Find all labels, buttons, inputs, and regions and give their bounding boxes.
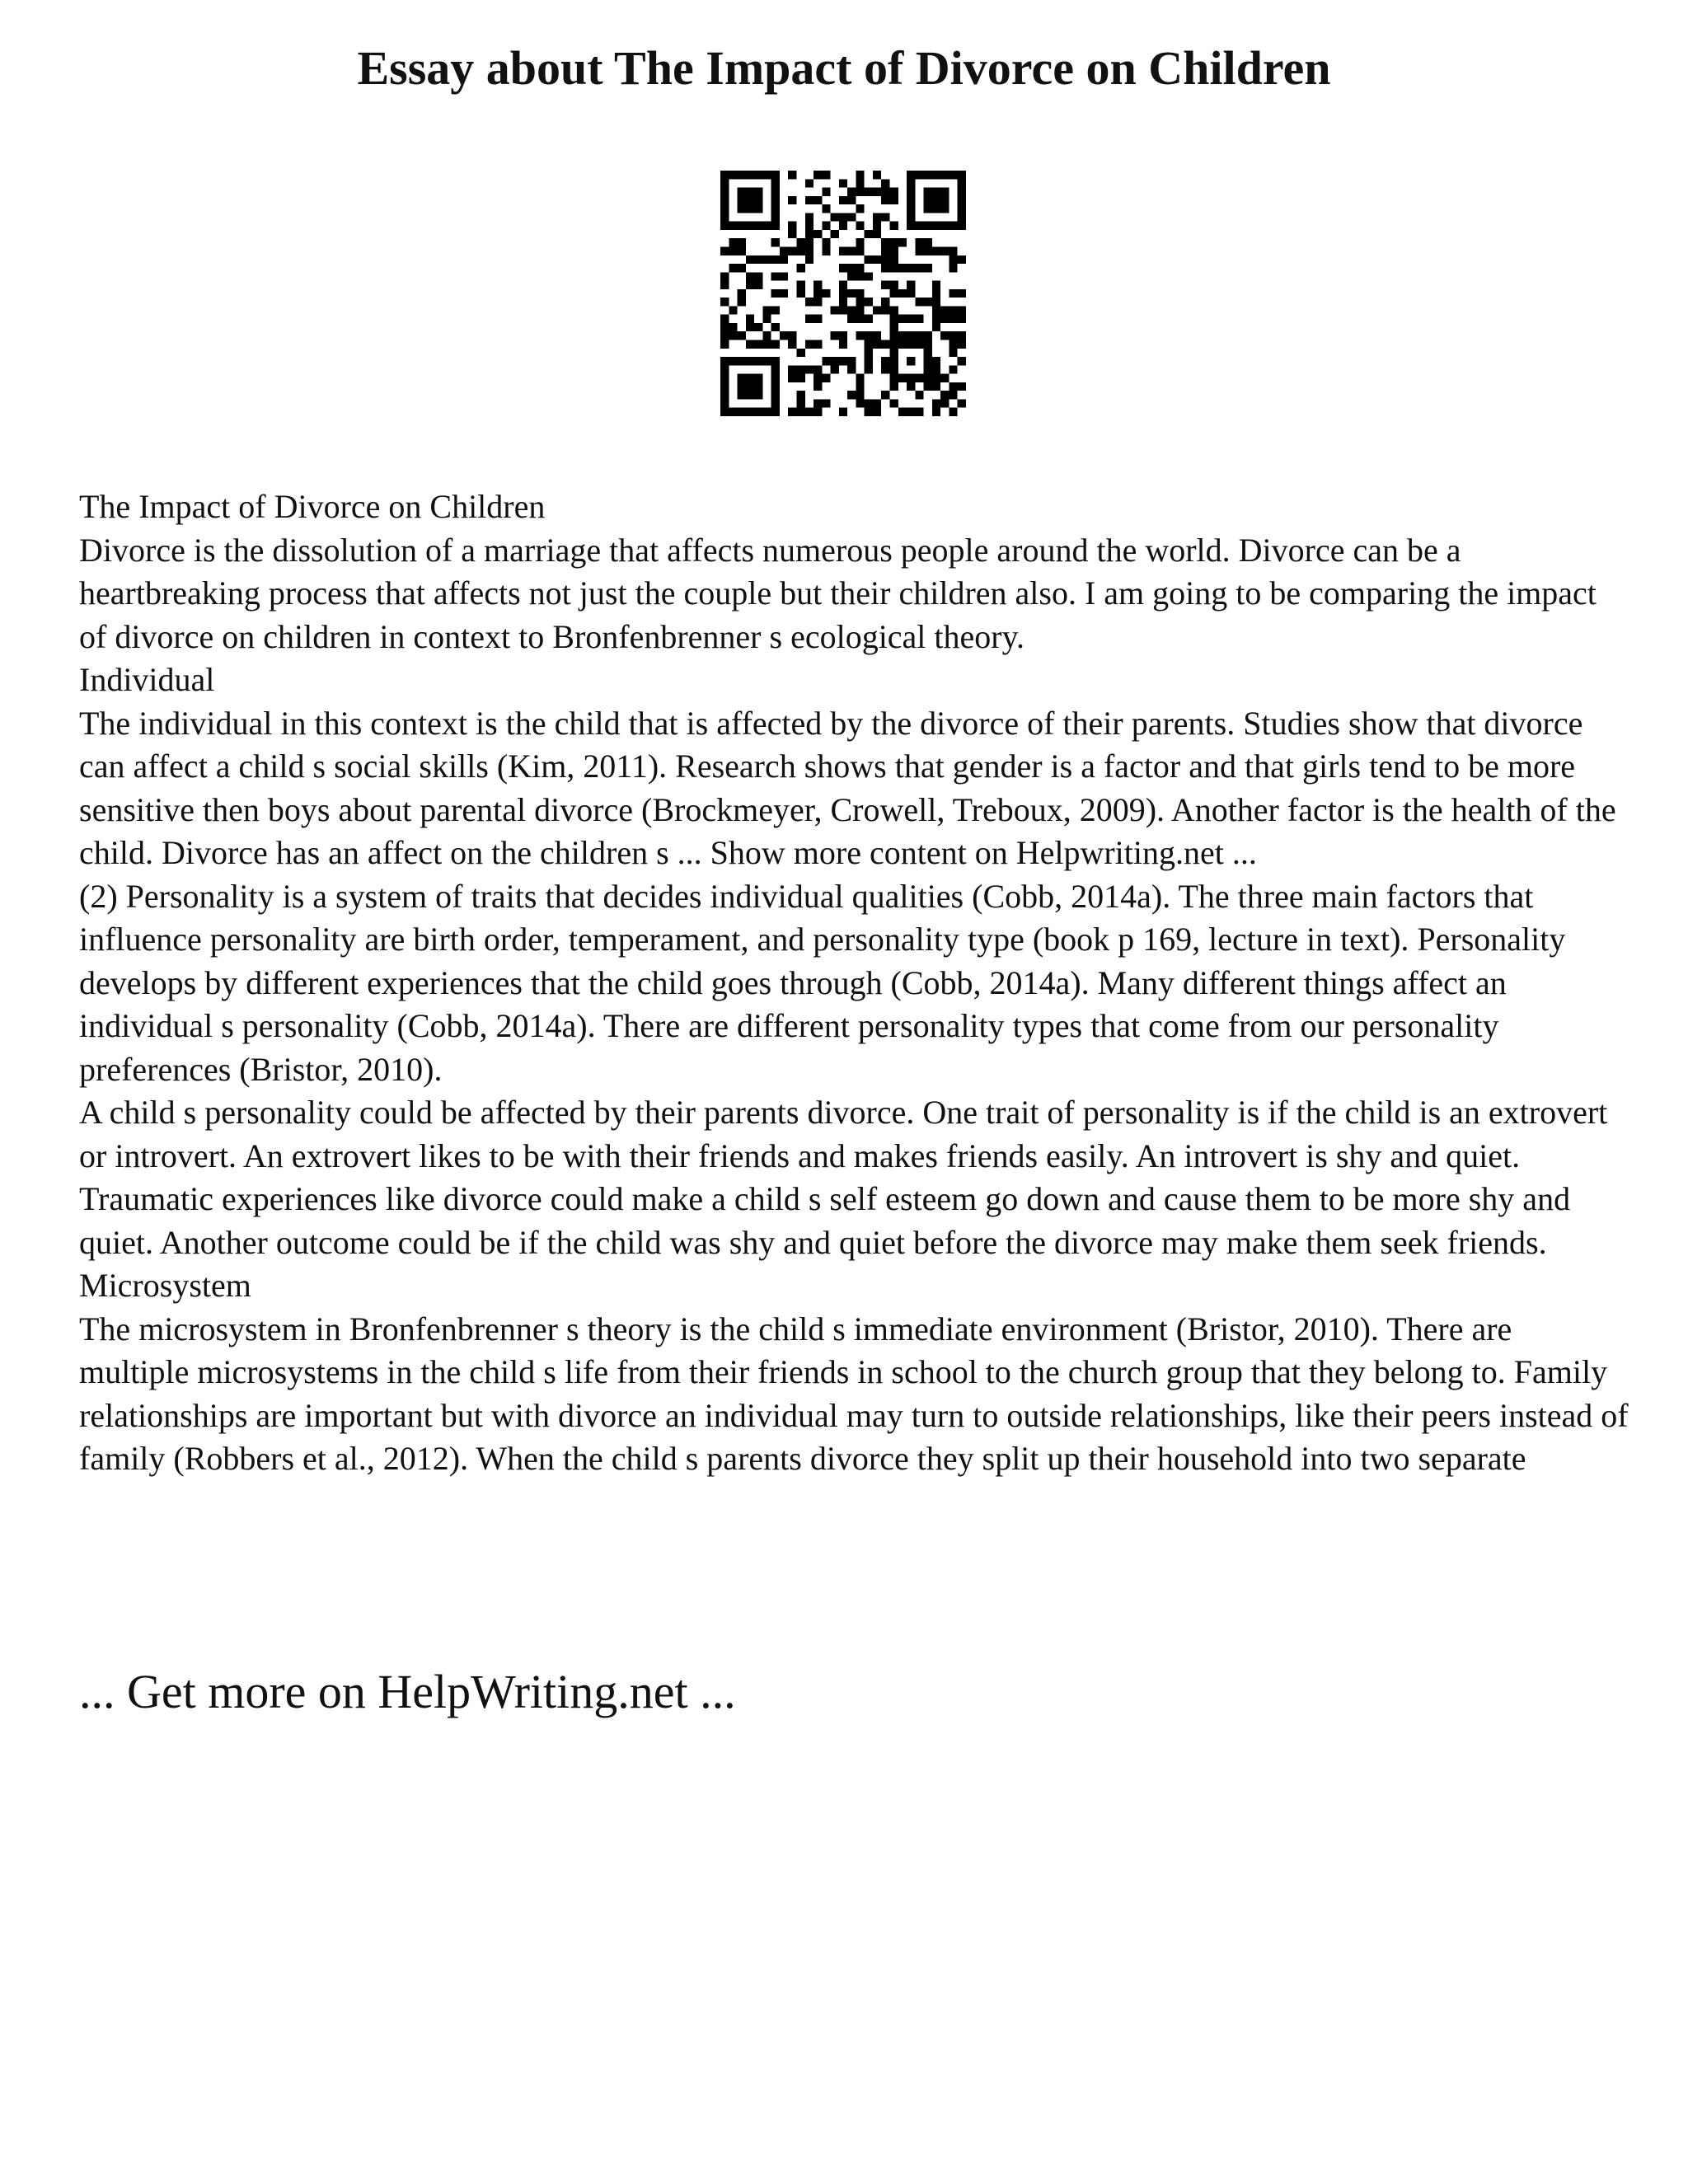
paragraph-intro: Divorce is the dissolution of a marriage that affects numerous people around the world. Divorce can be a heartbreaking process that affects not just the couple but their children also. I am going to be comparing the impact of divorce on children in context to Bronfenbrenner s ecological theory.	[79, 531, 1597, 655]
section-heading-microsystem: Microsystem	[79, 1267, 251, 1304]
essay-heading: The Impact of Divorce on Children	[79, 488, 546, 525]
essay-body	[79, 485, 1629, 1481]
section-heading-individual: Individual	[79, 661, 215, 698]
qr-code-icon	[720, 171, 966, 416]
paragraph-personality: (2) Personality is a system of traits that decides individual qualities (Cobb, 2014a). The three main factors that influence personality are birth order, temperament, and personality type (book p 169, lecture in text). Personality develops by different experiences that the child goes through (Cobb, 2014a). Many different things affect an individual s personality (Cobb, 2014a). There are different personality types that come from our personality preferences (Bristor, 2010).	[79, 877, 1566, 1088]
page-title: Essay about The Impact of Divorce on Children	[357, 41, 1331, 95]
get-more-link[interactable]: ... Get more on HelpWriting.net ...	[79, 1665, 736, 1718]
paragraph-extrovert: A child s personality could be affected by their parents divorce. One trait of personality is if the child is an extrovert or introvert. An extrovert likes to be with their friends and makes friends easily. An introvert is shy and quiet. Traumatic experiences like divorce could make a child s self esteem go down and cause them to be more shy and quiet. Another outcome could be if the child was shy and quiet before the divorce may make them seek friends.	[79, 1094, 1608, 1261]
paragraph-individual: The individual in this context is the child that is affected by the divorce of their parents. Studies show that divorce can affect a child s social skills (Kim, 2011). Research shows that gender is a factor and that girls tend to be more sensitive then boys about parental divorce (Brockmeyer, Crowell, Treboux, 2009). Another factor is the health of the child. Divorce has an affect on the children s ... Show more content on Helpwriting.net ...	[79, 704, 1616, 871]
paragraph-microsystem: The microsystem in Bronfenbrenner s theory is the child s immediate environment (Bristor, 2010). There are multiple microsystems in the child s life from their friends in school to the church group that they belong to. Family relationships are important but with divorce an individual may turn to outside relationships, like their peers instead of family (Robbers et al., 2012). When the child s parents divorce they split up their household into two separate	[79, 1310, 1629, 1477]
